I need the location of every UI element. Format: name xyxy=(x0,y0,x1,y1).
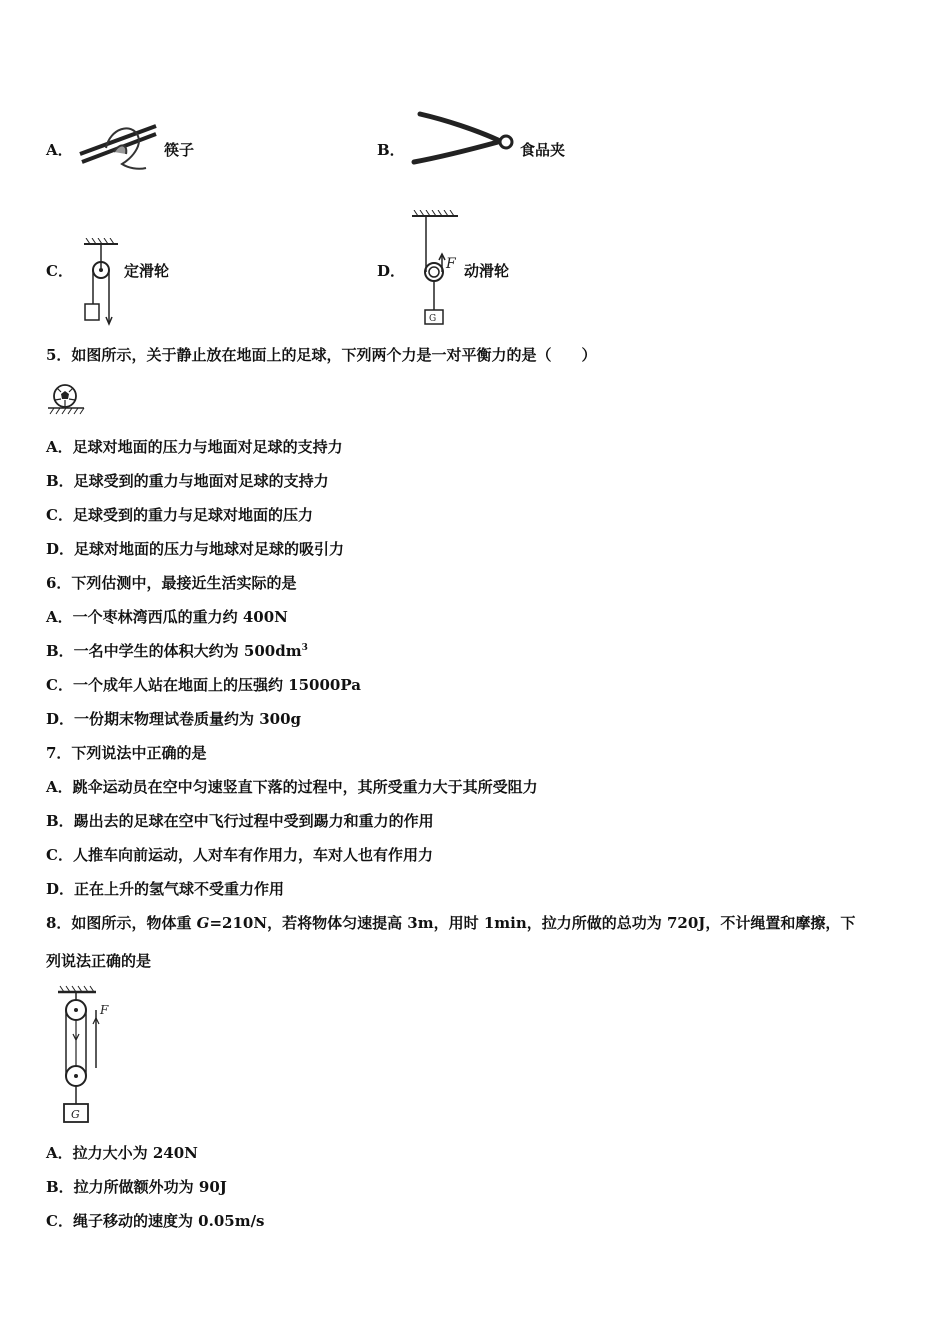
q8-stem-var: G xyxy=(196,914,210,932)
option-c-label: 定滑轮 xyxy=(124,262,170,280)
q7-option-b: B．踢出去的足球在空中飞行过程中受到踢力和重力的作用 xyxy=(46,812,434,830)
option-d-letter: D． xyxy=(377,262,406,280)
q5-option-c: C．足球受到的重力与足球对地面的压力 xyxy=(46,506,313,524)
q5-option-b: B．足球受到的重力与地面对足球的支持力 xyxy=(46,472,329,490)
q6-option-b-sup: 3 xyxy=(301,643,308,653)
q5-stem: 5．如图所示，关于静止放在地面上的足球，下列两个力是一对平衡力的是（ ） xyxy=(46,346,597,364)
movable-pulley-figure xyxy=(408,210,464,330)
force-label: F xyxy=(446,256,456,272)
q6-stem: 6．下列估测中，最接近生活实际的是 xyxy=(46,574,297,592)
q5-option-d: D．足球对地面的压力与地球对足球的吸引力 xyxy=(46,540,345,558)
q7-option-c: C．人推车向前运动，人对车有作用力，车对人也有作用力 xyxy=(46,846,433,864)
q7-option-a: A．跳伞运动员在空中匀速竖直下落的过程中，其所受重力大于其所受阻力 xyxy=(46,778,538,796)
football-figure xyxy=(46,383,86,415)
option-b-label: 食品夹 xyxy=(520,141,566,159)
q8-option-a: A．拉力大小为 240N xyxy=(46,1144,198,1162)
fixed-pulley-figure xyxy=(80,238,120,326)
weight-label: G xyxy=(429,314,437,324)
pulley-system-figure xyxy=(54,984,124,1130)
option-b-letter: B． xyxy=(377,141,405,159)
q7-option-d: D．正在上升的氢气球不受重力作用 xyxy=(46,880,285,898)
food-tongs-figure xyxy=(406,108,518,168)
q8-option-b: B．拉力所做额外功为 90J xyxy=(46,1178,227,1196)
option-c-letter: C． xyxy=(46,262,73,280)
option-d-label: 动滑轮 xyxy=(464,262,510,280)
q5-option-a: A．足球对地面的压力与地面对足球的支持力 xyxy=(46,438,343,456)
q6-option-a: A．一个枣林湾西瓜的重力约 400N xyxy=(46,608,288,626)
q8-stem-line2: 列说法正确的是 xyxy=(46,952,152,970)
q8-option-c: C．绳子移动的速度为 0.05m/s xyxy=(46,1212,265,1230)
q6-option-b-text: B．一名中学生的体积大约为 500dm xyxy=(46,642,302,660)
q6-option-d: D．一份期末物理试卷质量约为 300g xyxy=(46,710,302,728)
pulley-weight-label: G xyxy=(71,1108,80,1121)
option-a-letter: A． xyxy=(46,141,73,159)
q7-stem: 7．下列说法中正确的是 xyxy=(46,744,207,762)
option-a-label: 筷子 xyxy=(164,141,195,159)
q6-option-c: C．一个成年人站在地面上的压强约 15000Pa xyxy=(46,676,361,694)
q8-stem xyxy=(46,913,855,933)
pulley-force-label: F xyxy=(100,1003,109,1017)
q8-stem-pre: 8．如图所示，物体重 xyxy=(46,914,197,932)
q8-stem-post: =210N，若将物体匀速提高 3m，用时 1min，拉力所做的总功为 720J，不计绳置和摩擦，下 xyxy=(209,914,856,932)
q6-option-b xyxy=(46,641,308,661)
chopsticks-figure xyxy=(76,118,160,174)
